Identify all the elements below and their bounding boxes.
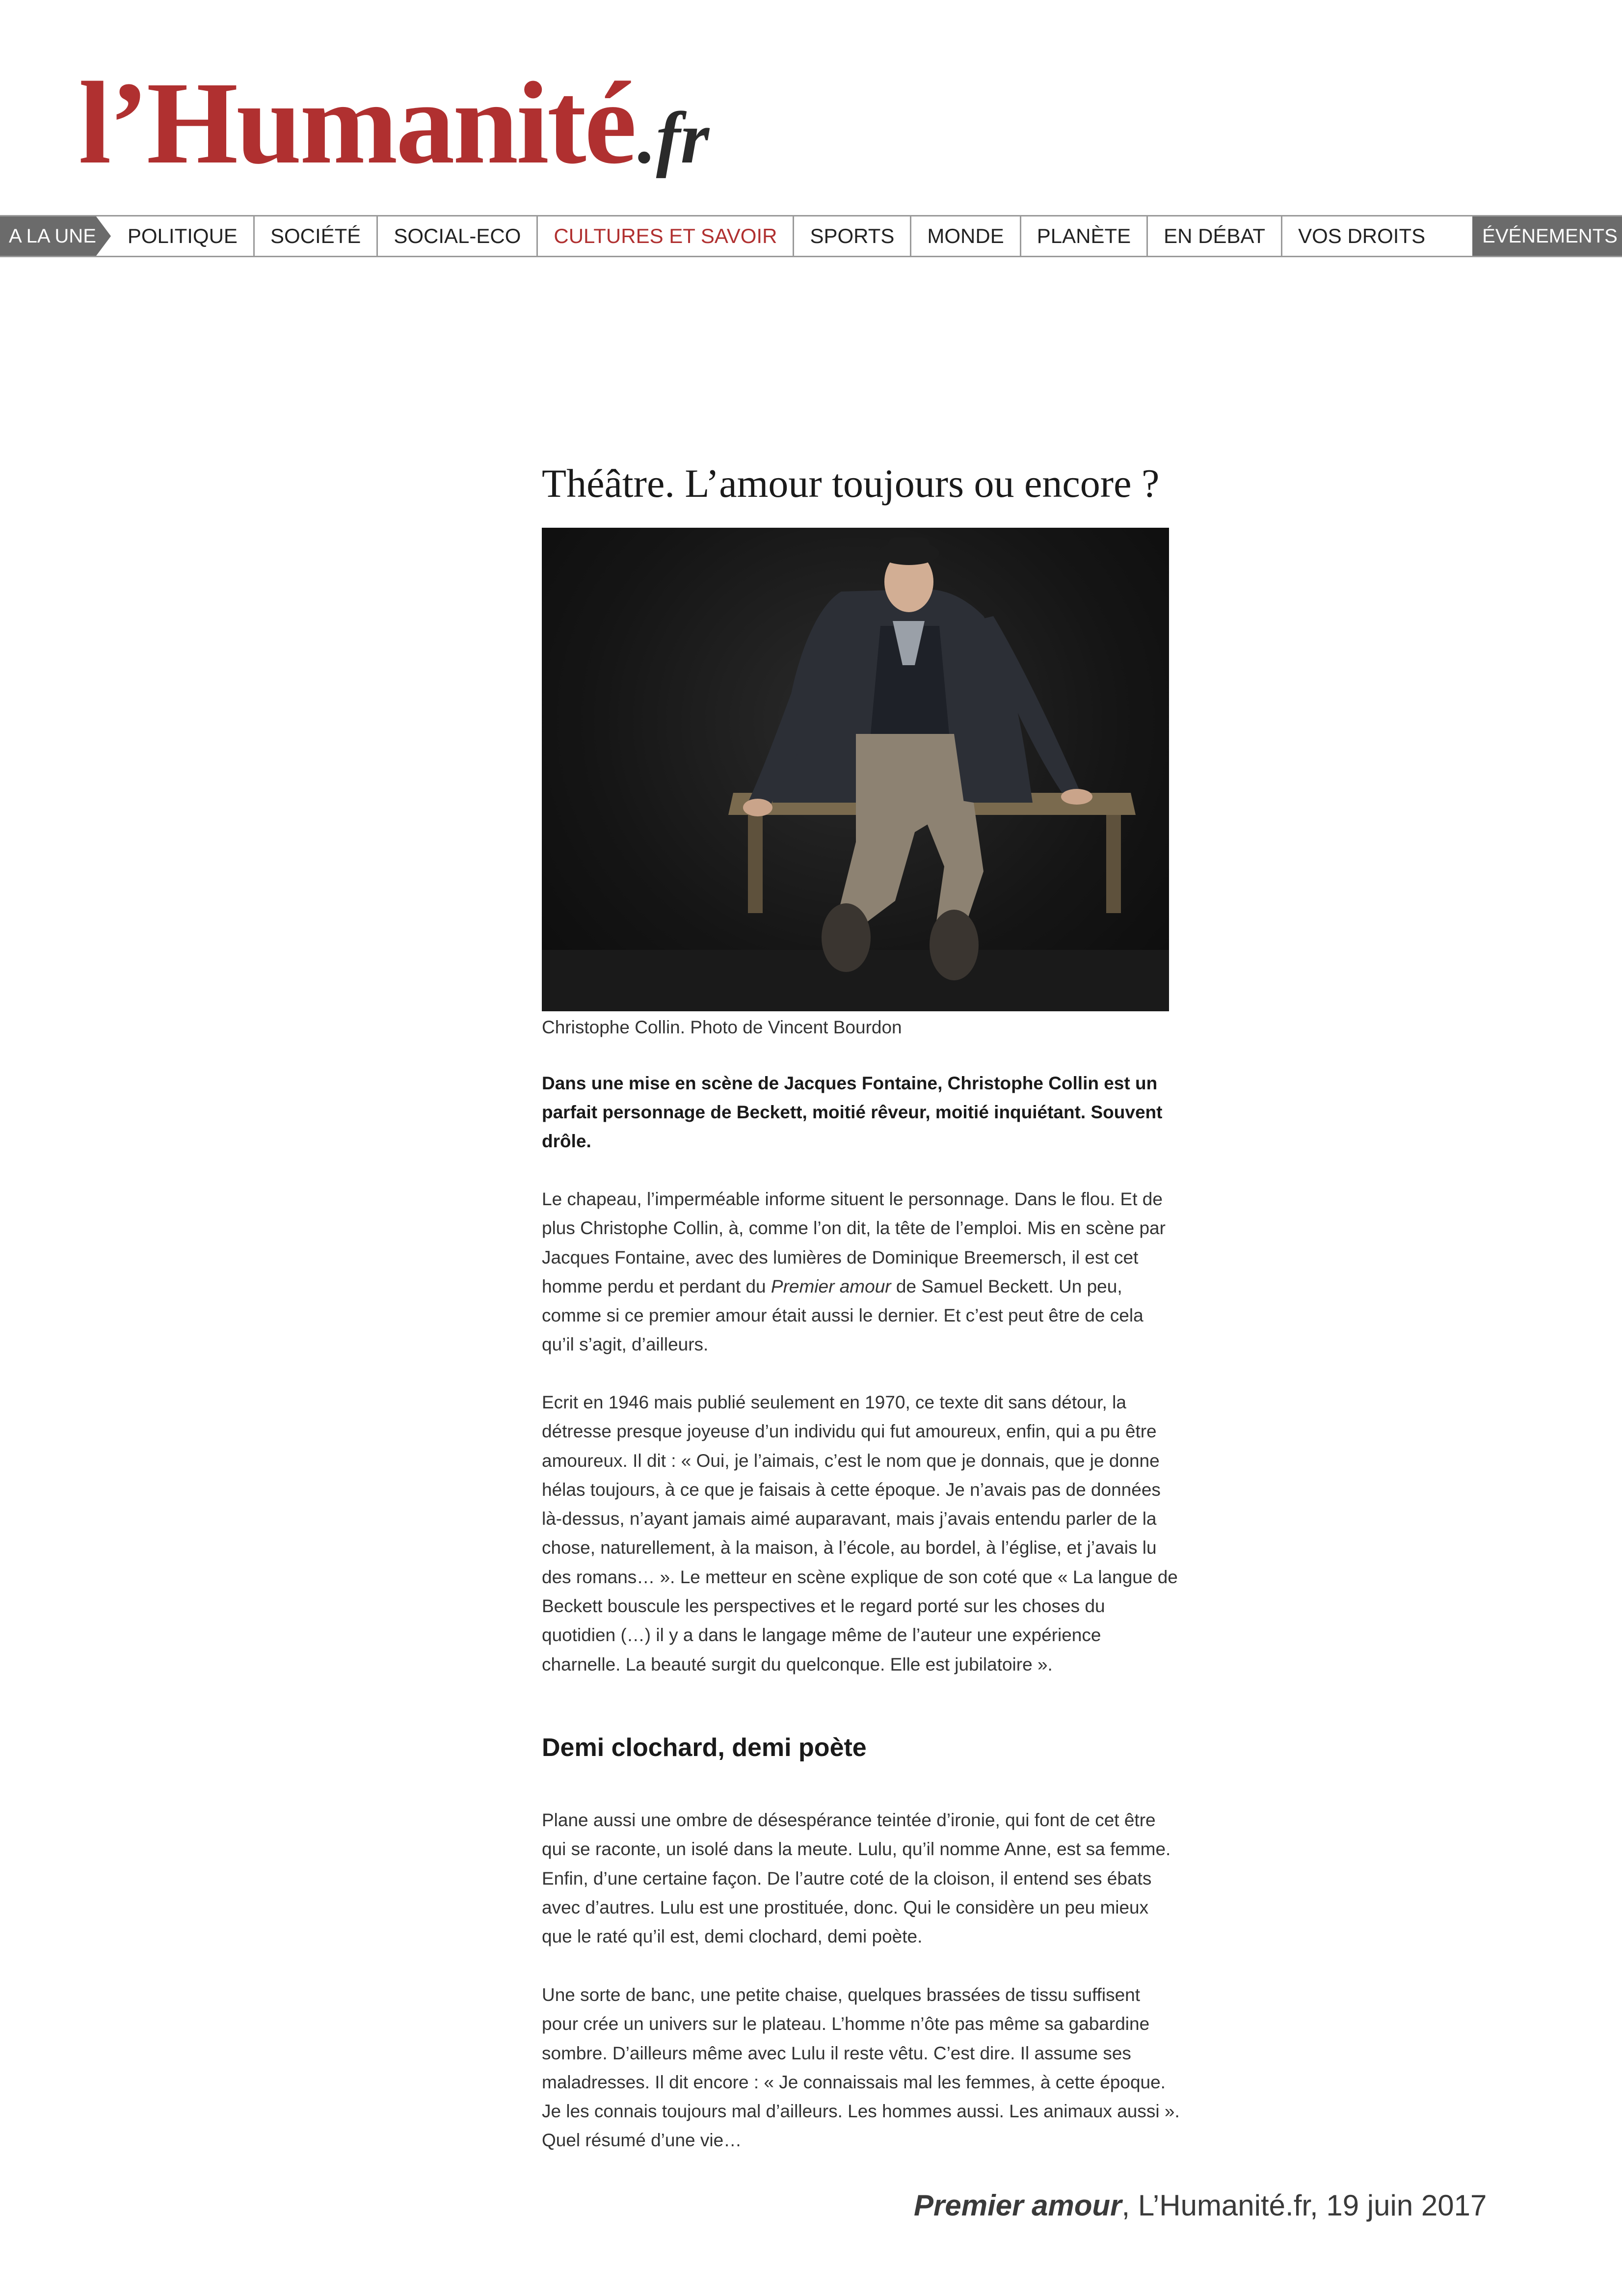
article-paragraph-4: Une sorte de banc, une petite chaise, quelques brassées de tissu suffisent pour crée un univers sur le plateau. L’homme n’ôte pas même sa gabardine sombre. D’ailleurs même avec Lulu il reste vêtu. C’est dire. Il assume ses maladresses. Il dit encore : « Je connaissais mal les femmes, à cette époque. Je les connais toujours mal d’ailleurs. Les hommes aussi. Les animaux aussi ». Quel résumé d’une vie… (542, 1985, 1180, 2151)
logo-suffix: .fr (638, 97, 710, 179)
nav-item-planete[interactable]: PLANÈTE (1021, 216, 1148, 256)
nav-item-politique[interactable]: POLITIQUE (96, 216, 255, 256)
nav-item-evenements[interactable]: ÉVÉNEMENTS (1472, 216, 1622, 256)
nav-spacer (1441, 216, 1472, 256)
nav-item-societe[interactable]: SOCIÉTÉ (255, 216, 378, 256)
article-paragraph-2: Ecrit en 1946 mais publié seulement en 1970, ce texte dit sans détour, la détresse presque joyeuse d’un individu qui fut amoureux, enfin, qui a pu être amoureux. Il dit : « Oui, je l’aimais, c’est le nom que je donnais, que je donne hélas toujours, à ce que je faisais à cette époque. Je n’avais pas de données là-dessus, n’ayant jamais aimé auparavant, mais j’avais entendu parler de la chose, naturellement, à la maison, à l’école, au bordel, à l’église, et j’avais lu des romans… ». Le metteur en scène explique de son coté que « La langue de Beckett bouscule les perspectives et le regard porté sur les choses du quotidien (…) il y a dans le langage même de l’auteur une expérience charnelle. La beauté surgit du quelconque. Elle est jubilatoire ». (542, 1392, 1178, 1675)
article-title: Théâtre. L’amour toujours ou encore ? (542, 461, 1160, 506)
credit-source: , L’Humanité.fr, 19 juin 2017 (1121, 2189, 1487, 2222)
credit-title: Premier amour (914, 2189, 1122, 2222)
site-logo[interactable] (79, 57, 710, 188)
p1-text-before: Le chapeau, l’imperméable informe situent le personnage. Dans le flou. Et de plus Christophe Collin, à, comme l’on dit, la tête de l’emploi. Mis en scène par Jacques Fontaine, avec des lumières de Dominique Breemersch, il est cet homme perdu et perdant du (542, 1189, 1166, 1297)
nav-item-vos-droits[interactable]: VOS DROITS (1298, 224, 1426, 247)
p1-text-after: de Samuel Beckett. Un peu, comme si ce premier amour était aussi le dernier. Et c’est peut être de cela qu’il s’agit, d’ailleurs. (542, 1276, 1143, 1355)
logo-name: l’Humanité (79, 57, 635, 188)
nav-home-label: A LA UNE (9, 225, 96, 247)
nav-home-arrow-icon (96, 216, 111, 256)
nav-item-en-debat[interactable]: EN DÉBAT (1148, 216, 1282, 256)
nav-item-sports[interactable]: SPORTS (794, 216, 911, 256)
nav-item-monde[interactable]: MONDE (911, 216, 1021, 256)
article-lead: Dans une mise en scène de Jacques Fontaine, Christophe Collin est un parfait personnage de Beckett, moitié rêveur, moitié inquiétant. Souvent drôle. (542, 1073, 1163, 1151)
article-paragraph-1 (542, 1185, 1180, 1359)
article-subheading: Demi clochard, demi poète (542, 1733, 867, 1762)
article-paragraph-3: Plane aussi une ombre de désespérance teintée d’ironie, qui font de cet être qui se raconte, un isolé dans la meute. Lulu, qu’il nomme Anne, est sa femme. Enfin, d’une certaine façon. De l’autre coté de la cloison, il entend ses ébats avec d’autres. Lulu est une prostituée, donc. Qui le considère un peu mieux que le raté qu’il est, demi clochard, demi poète. (542, 1810, 1171, 1947)
p1-work-title: Premier amour (771, 1276, 891, 1297)
article-photo (542, 528, 1169, 1011)
source-credit (914, 2188, 1487, 2222)
photo-caption: Christophe Collin. Photo de Vincent Bourdon (542, 1017, 902, 1037)
actor-illustration (542, 528, 1169, 1011)
main-nav (0, 215, 1622, 257)
nav-item-social-eco[interactable]: SOCIAL-ECO (378, 216, 538, 256)
nav-home[interactable] (0, 216, 96, 256)
nav-item-cultures[interactable]: CULTURES ET SAVOIR (538, 216, 794, 256)
